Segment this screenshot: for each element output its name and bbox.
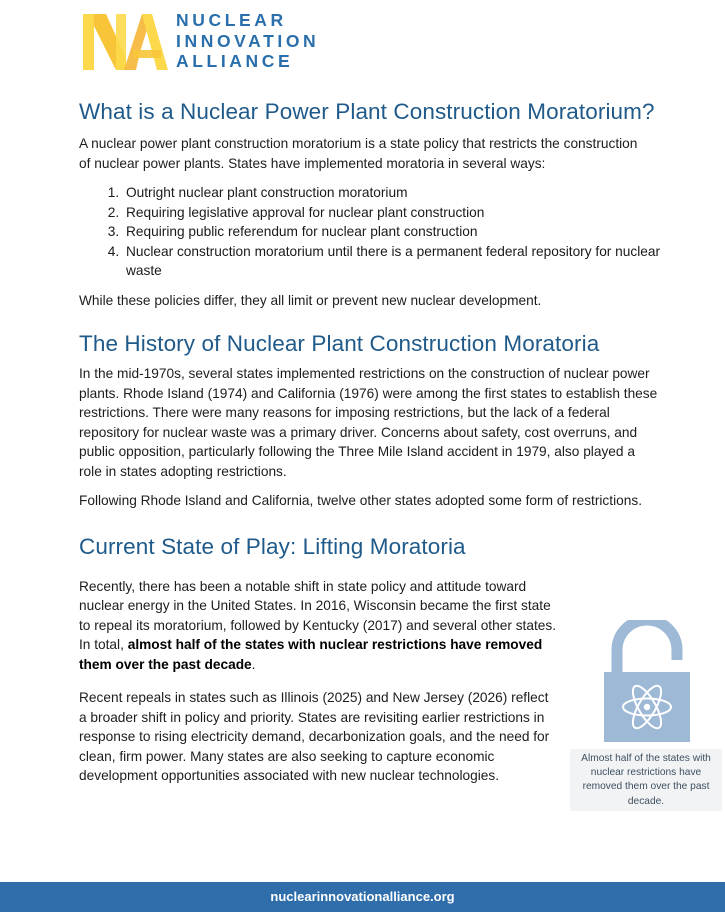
footer-bar [0,882,725,912]
logo-wordmark [176,10,319,72]
heading-history: The History of Nuclear Plant Construction Moratoria [79,331,600,356]
logo-line-innovation: INNOVATION [176,30,320,51]
recent-shift-paragraph [79,577,557,675]
following-paragraph: Following Rhode Island and California, twelve other states adopted some form of restrictions. [79,493,642,508]
footer-website-link[interactable]: nuclearinnovationalliance.org [270,889,455,904]
padlock-atom-icon [604,620,690,742]
document-body [79,98,669,786]
list-item: 3. Requiring public referendum for nuclear plant construction [123,222,669,242]
moratoria-types-list [79,183,669,281]
key-finding-bold: almost half of the states with nuclear restrictions have removed them over the past decade [79,637,543,672]
history-paragraph: In the mid-1970s, several states implemented restrictions on the construction of nuclear power plants. Rhode Island (1974) and California (1976) were among the first states to establish these restrictions. There were many reasons for imposing restrictions, but the lack of a federal repository for nuclear waste was a primary driver. Concerns about safety, cost overruns, and public opposition, particularly following the Three Mile Island accident in 1979, also played a role in states adopting restrictions. [79,366,658,479]
header [80,8,400,74]
heading-current-state: Current State of Play: Lifting Moratoria [79,533,466,559]
list-item: 1. Outright nuclear plant construction moratorium [123,183,669,203]
intro-paragraph: A nuclear power plant construction moratorium is a state policy that restricts the construction of nuclear power plants. States have implemented moratoria in several ways: [79,136,638,171]
callout-caption: Almost half of the states with nuclear restrictions have removed them over the past decade. [570,749,722,811]
logo-line-alliance: ALLIANCE [176,51,294,71]
list-item: 2. Requiring legislative approval for nuclear plant construction [123,203,669,223]
nia-logo-mark-icon [80,8,168,74]
recent-shift-end: . [251,656,256,672]
recent-repeals-paragraph: Recent repeals in states such as Illinois (2025) and New Jersey (2026) reflect a broader shift in policy and priority. States are revisiting earlier restrictions in response to rising electricity demand, decarbonization goals, and the need for clean, firm power. Many states are also seeking to capture economic development opportunities associated with new nuclear technologies. [79,690,550,783]
list-item: 4. Nuclear construction moratorium until there is a permanent federal repository for nuclear waste [123,242,669,281]
heading-what-is-moratorium: What is a Nuclear Power Plant Construction Moratorium? [79,99,655,124]
logo-line-nuclear: NUCLEAR [176,10,287,30]
recent-shift-text: Recently, there has been a notable shift in state policy and attitude toward nuclear energy in the United States. In 2016, Wisconsin became the first state to repeal its moratorium, followed by Kentucky (2017) and several other states. In total, [79,578,557,652]
closing-paragraph: While these policies differ, they all limit or prevent new nuclear development. [79,292,542,308]
